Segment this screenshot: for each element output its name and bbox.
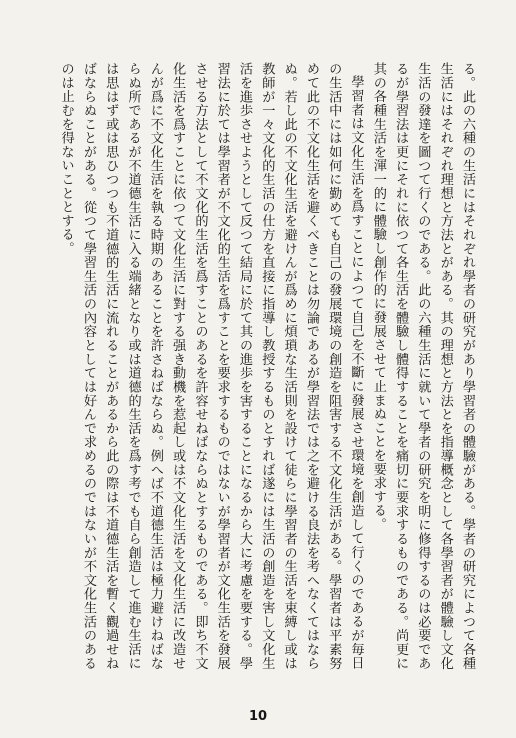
paragraph: 學習者は文化生活を爲すことによつて自己を不斷に發展させ環境を創造して行くのであるが毎日の生活中には如何に勤めても自己の發展環境の創造を阻害する不文化生活がある。學習者は平素努めて此の不文化生活を避くべきことは勿論であるが學習法では之を避ける良法を考へなくてはならぬ。若し此の不文化生活を避けんが爲めに煩瑣な生活則を設けて徒らに學習者の生活を束縛し或は教師が一々文化的生活の仕方を直接に指導し教授するものとすれば遂には生活の創造を害し文化生活を進歩させようとして反つて結局に於て其の進歩を害することになるから大に考慮を要する。學習法に於ては學習者が不文化的生活を爲すことを要求するものではないが學習者が文化生活を發展させる方法として不文化的生活を爲すことのあるを許容せねばならぬとするものである。即ち不文化生活を爲すことに依つて文化生活に對する强き動機を惹起し或は不文化生活を文化生活に改造せんが爲に不文化生活を執る時期のあることを許さねばならぬ。例へば不道德生活は極力避けねばならぬ所であるが不道德生活に入る端緒となり或は道德的生活を爲す考でも自ら創造して進む生活には思はず或は思ひつつも不道德的生活に流れることがあるから此の際は不道德生活を暫く觀過せねばならぬことがある。從つて學習生活の內容としては好んで求めるのではないが不文化生活のあるのは止むを得ないこととする。 xyxy=(58,62,364,670)
paragraph: る。此の六種の生活にはそれぞれ學者の研究があり學習者の體驗がある。學者の研究によつて各種生活にはそれぞれ理想と方法とがある。其の理想と方法とを指導概念として各學習者が體驗し文化生活の發達を圖つて行くのである。此の六種生活に就いて學者の研究を明に修得するのは必要であるが學習法は更にそれに依つて各生活を體驗し體得することを痛切に要求するものである。尚更に其の各種生活を渾一的に體驗し創作的に發展させて止まぬことを要求する。 xyxy=(370,62,475,670)
page-number: 10 xyxy=(248,709,268,724)
vertical-text-body xyxy=(38,62,478,670)
